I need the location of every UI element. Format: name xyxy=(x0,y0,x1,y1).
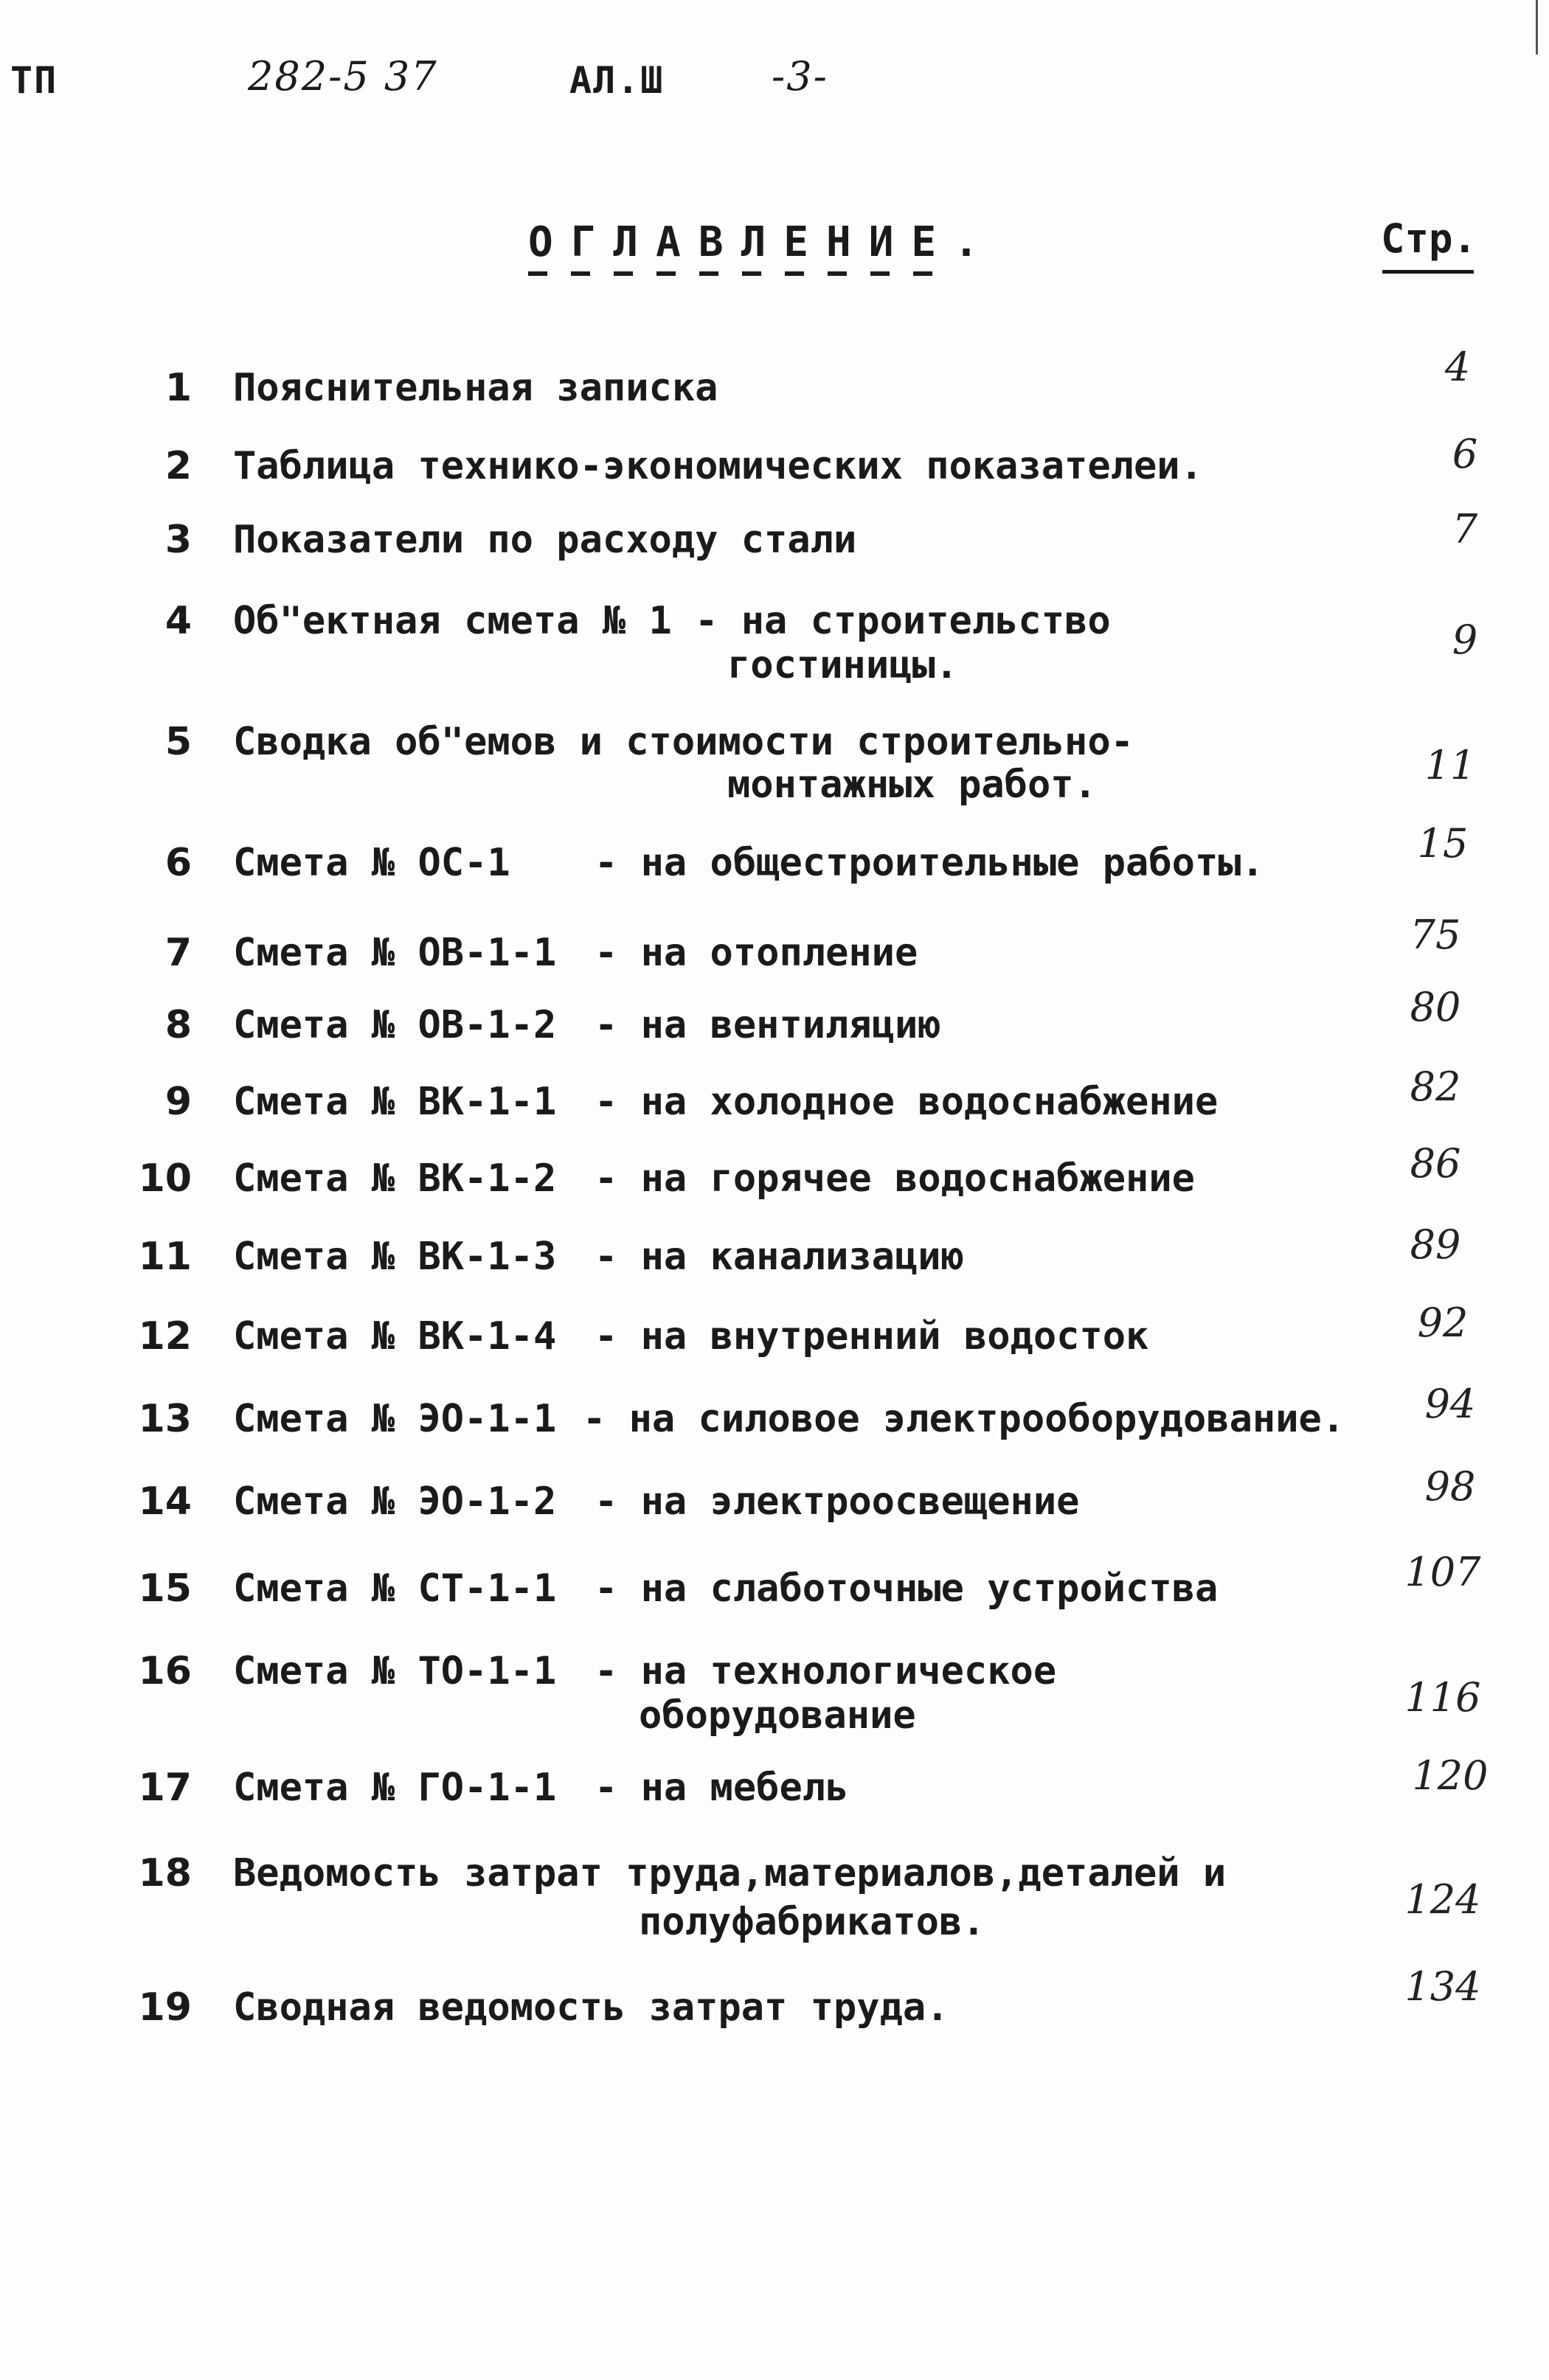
entry-page: 107 xyxy=(1404,1549,1481,1595)
entry-title: Показатели по расходу стали xyxy=(233,518,857,562)
entry-number: 2 xyxy=(164,444,192,488)
entry-number: 12 xyxy=(138,1314,192,1359)
entry-number: 1 xyxy=(164,366,192,410)
entry-title-continued: гостиницы. xyxy=(727,643,959,687)
entry-number: 13 xyxy=(138,1397,192,1441)
entry-page: 124 xyxy=(1404,1876,1481,1923)
header-page-number: -3- xyxy=(772,53,828,100)
entry-description: - на канализацию xyxy=(595,1235,964,1279)
page-column-label: Стр. xyxy=(1381,215,1477,262)
entry-number: 16 xyxy=(138,1649,192,1693)
entry-description: - на слаботочные устройства xyxy=(595,1567,1219,1611)
entry-description: - на электроосвещение xyxy=(595,1479,1080,1524)
entry-description: - на мебель xyxy=(595,1766,849,1810)
entry-title: Смета № ВК-1-3 xyxy=(233,1235,557,1279)
entry-page: 9 xyxy=(1452,617,1478,663)
entry-description-continued: оборудование xyxy=(639,1693,916,1738)
entry-title: Пояснительная записка xyxy=(233,366,718,410)
entry-number: 18 xyxy=(138,1851,192,1895)
entry-description: - на отопление xyxy=(595,931,918,975)
entry-number: 17 xyxy=(138,1766,192,1810)
entry-page: 75 xyxy=(1410,912,1461,958)
entry-description: - на силовое электрооборудование. xyxy=(583,1397,1345,1441)
entry-title: Смета № ОВ-1-1 xyxy=(233,931,557,975)
entry-title: Сводка об"емов и стоимости строительно- xyxy=(233,720,1134,764)
entry-title: Об"ектная смета № 1 - на строительство xyxy=(233,599,1111,643)
entry-description: - на общестроительные работы. xyxy=(595,841,1264,885)
entry-title: Смета № ЭО-1-1 xyxy=(233,1397,557,1441)
entry-number: 4 xyxy=(164,599,192,643)
entry-page: 92 xyxy=(1417,1300,1469,1346)
entry-page: 82 xyxy=(1410,1064,1461,1110)
entry-title: Смета № ВК-1-1 xyxy=(233,1080,557,1124)
entry-title: Таблица технико-экономических показателеи. xyxy=(233,444,1203,488)
entry-number: 5 xyxy=(164,720,192,764)
entry-title: Смета № ОВ-1-2 xyxy=(233,1003,557,1047)
entry-number: 11 xyxy=(138,1235,192,1279)
entry-number: 3 xyxy=(164,518,192,562)
entry-page: 89 xyxy=(1410,1221,1461,1268)
entry-number: 9 xyxy=(164,1080,192,1124)
entry-title-continued: монтажных работ. xyxy=(727,763,1097,807)
entry-description: - на вентиляцию xyxy=(595,1003,941,1047)
page-title: ОГЛАВЛЕНИЕ. xyxy=(528,218,997,266)
entry-page: 134 xyxy=(1404,1963,1481,2010)
entry-page: 94 xyxy=(1424,1381,1476,1427)
header-project-code: 282-5 37 xyxy=(248,53,438,100)
entry-number: 10 xyxy=(138,1156,192,1201)
entry-description: - на холодное водоснабжение xyxy=(595,1080,1219,1124)
entry-page: 15 xyxy=(1417,820,1469,867)
entry-number: 14 xyxy=(138,1479,192,1524)
entry-title: Ведомость затрат труда,материалов,деталей и xyxy=(233,1851,1227,1895)
entry-page: 6 xyxy=(1452,431,1478,477)
entry-number: 8 xyxy=(164,1003,192,1047)
header-album: АЛ.Ш xyxy=(569,59,665,102)
entry-number: 15 xyxy=(138,1567,192,1611)
entry-page: 11 xyxy=(1424,742,1476,788)
entry-number: 19 xyxy=(138,1985,192,2030)
entry-title: Смета № ВК-1-4 xyxy=(233,1314,557,1359)
entry-page: 116 xyxy=(1404,1674,1481,1721)
entry-title-continued: полуфабрикатов. xyxy=(639,1900,985,1944)
entry-page: 98 xyxy=(1424,1463,1476,1510)
entry-page: 80 xyxy=(1410,984,1461,1030)
entry-title: Смета № ТО-1-1 xyxy=(233,1649,557,1693)
entry-title: Смета № ОС-1 xyxy=(233,841,510,885)
entry-title: Смета № ГО-1-1 xyxy=(233,1766,557,1810)
header-series: ТП xyxy=(10,59,58,102)
entry-description: - на технологическое xyxy=(595,1649,1057,1693)
entry-page: 86 xyxy=(1410,1140,1461,1187)
entry-title: Сводная ведомость затрат труда. xyxy=(233,1985,949,2030)
entry-description: - на внутренний водосток xyxy=(595,1314,1149,1359)
entry-title: Смета № ВК-1-2 xyxy=(233,1156,557,1201)
entry-title: Смета № ЭО-1-2 xyxy=(233,1479,557,1524)
entry-page: 7 xyxy=(1452,506,1478,552)
entry-page: 4 xyxy=(1444,344,1471,390)
entry-title: Смета № СТ-1-1 xyxy=(233,1567,557,1611)
entry-page: 120 xyxy=(1412,1752,1489,1799)
entry-number: 7 xyxy=(164,931,192,975)
entry-description: - на горячее водоснабжение xyxy=(595,1156,1195,1201)
entry-number: 6 xyxy=(164,841,192,885)
